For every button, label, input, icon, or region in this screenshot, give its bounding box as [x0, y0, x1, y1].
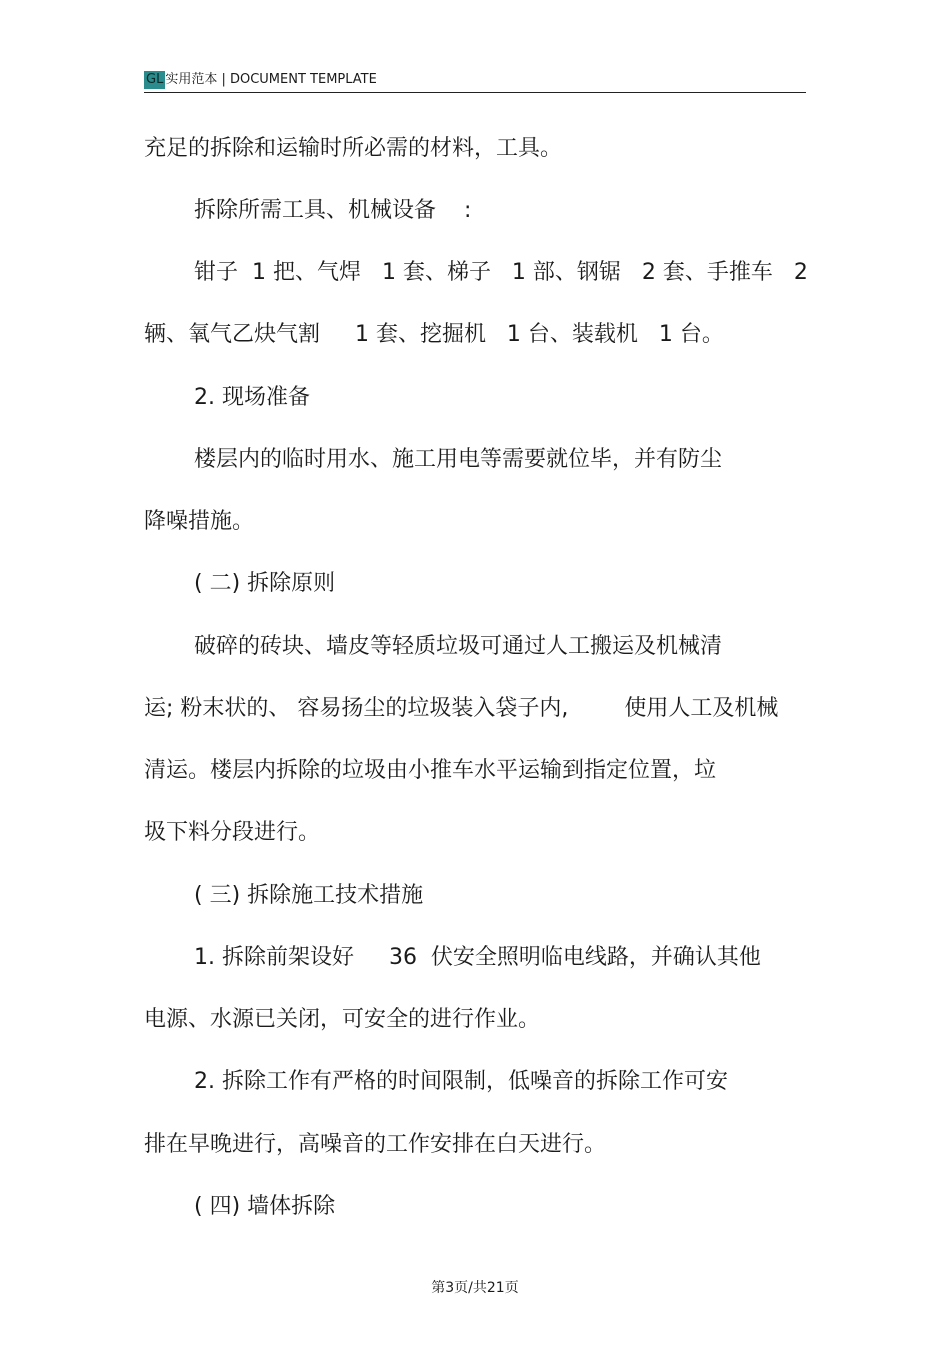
- body-line: 破碎的砖块、墙皮等轻质垃圾可通过人工搬运及机械清: [194, 634, 723, 659]
- body-line: 圾下料分段进行。: [144, 820, 321, 845]
- body-line: 清运。楼层内拆除的垃圾由小推车水平运输到指定位置，垃: [144, 758, 717, 783]
- body-line: 2. 拆除工作有严格的时间限制，低噪音的拆除工作可安: [194, 1069, 728, 1094]
- document-header: [144, 70, 806, 93]
- body-line: 降噪措施。: [144, 509, 255, 534]
- body-line: 排在早晚进行，高噪音的工作安排在白天进行。: [144, 1132, 607, 1157]
- body-line: 运; 粉末状的、 容易扬尘的垃圾装入袋子内, 使用人工及机械: [144, 696, 779, 721]
- body-line: 辆、氧气乙炔气割 1 套、挖掘机 1 台、装载机 1 台。: [144, 322, 724, 347]
- body-line: 电源、水源已关闭，可安全的进行作业。: [144, 1007, 541, 1032]
- header-title: 实用范本 | DOCUMENT TEMPLATE: [165, 72, 377, 87]
- body-line: 充足的拆除和运输时所必需的材料，工具。: [144, 136, 563, 161]
- body-line: 拆除所需工具、机械设备 :: [194, 198, 472, 223]
- body-line: 楼层内的临时用水、施工用电等需要就位毕，并有防尘: [194, 447, 723, 472]
- section-heading: 2. 现场准备: [194, 385, 310, 410]
- gl-logo: GL: [146, 72, 164, 87]
- section-heading: ( 四) 墙体拆除: [194, 1194, 336, 1219]
- body-line: 1. 拆除前架设好 36 伏安全照明临电线路，并确认其他: [194, 945, 761, 970]
- body-line: 钳子 1 把、气焊 1 套、梯子 1 部、钢锯 2 套、手推车 2: [194, 260, 808, 285]
- section-heading: ( 二) 拆除原则: [194, 571, 336, 596]
- section-heading: ( 三) 拆除施工技术措施: [194, 883, 424, 908]
- page-number: 第3页/共21页: [431, 1280, 519, 1296]
